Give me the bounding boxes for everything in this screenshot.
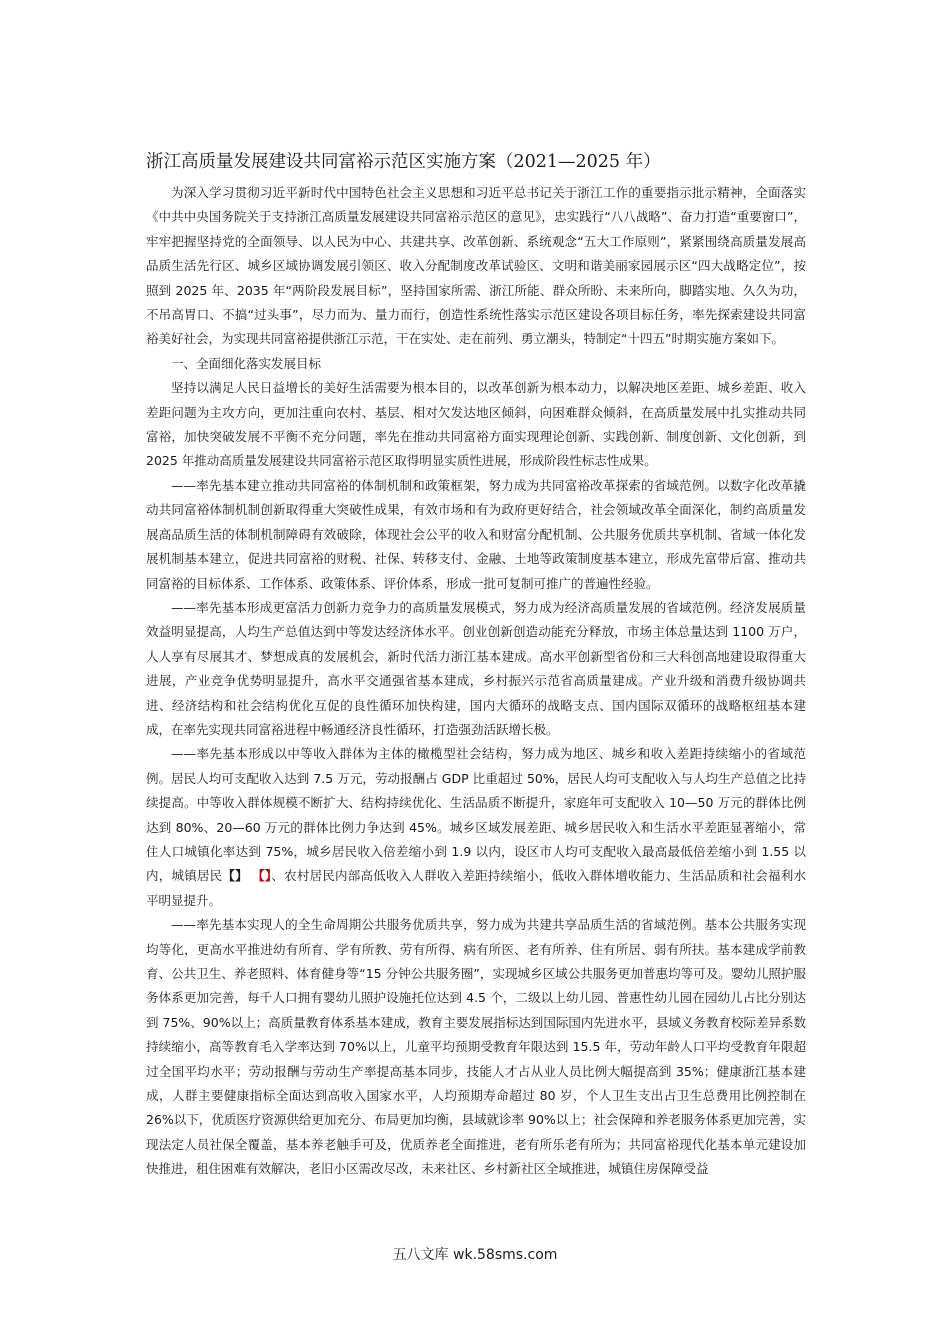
paragraph-institutions: ——率先基本建立推动共同富裕的体制机制和政策框架，努力成为共同富裕改革探索的省域范例。以数字化改革撬动共同富裕体制机制创新取得重大突破性成果，有效市场和有为政府更好结合，社会领域改革全面深化，制约高质量发展高品质生活的体制机制障碍有效破除，体现社会公平的收入和财富分配机制、公共服务优质共享机制、省域一体化发展机制基本建立，促进共同富裕的财税、社保、转移支付、金融、土地等政策制度基本建立，形成先富带后富、推动共同富裕的目标体系、工作体系、政策体系、评价体系，形成一批可复制可推广的普遍性经验。 (146, 477, 806, 591)
paragraph-goals: 坚持以满足人民日益增长的美好生活需要为根本目的，以改革创新为根本动力，以解决地区差距、城乡差距、收入差距问题为主攻方向，更加注重向农村、基层、相对欠发达地区倾斜，向困难群众倾斜，在高质量发展中扎实推动共同富裕，加快突破发展不平衡不充分问题，率先在推动共同富裕方面实现理论创新、实践创新、制度创新、文化创新，到 2025 年推动高质量发展建设共同富裕示范区取得明显实质性进展，形成阶段性标志性成果。 (146, 380, 806, 469)
document-body (146, 181, 806, 1182)
paragraph-income-part1: ——率先基本形成以中等收入群体为主体的橄榄型社会结构，努力成为地区、城乡和收入差距持续缩小的省域范例。居民人均可支配收入达到 7.5 万元，劳动报酬占 GDP 比重超过 50%，居民人均可支配收入与人均生产总值之比持续提高。中等收入群体规模不断扩大、结构持续优化、生活品质不断提升，家庭年可支配收入 10—50 万元的群体比例达到 80%、20—60 万元的群体比例力争达到 45%。城乡区域发展差距、城乡居民收入和生活水平差距显著缩小，常住人口城镇化率达到 75%，城乡居民收入倍差缩小到 1.9 以内，设区市人均可支配收入最高最低倍差缩小到 1.55 以内，城镇居民 (146, 746, 806, 884)
paragraph-development: ——率先基本形成更富活力创新力竞争力的高质量发展模式，努力成为经济高质量发展的省域范例。经济发展质量效益明显提高，人均生产总值达到中等发达经济体水平。创业创新创造动能充分释放，市场主体总量达到 1100 万户，人人享有尽展其才、梦想成真的发展机会，新时代活力浙江基本建成。高水平创新型省份和三大科创高地建设取得重大进展，产业竞争优势明显提升，高水平交通强省基本建成，乡村振兴示范省高质量建成。产业升级和消费升级协调共进、经济结构和社会结构优化互促的良性循环加快构建，国内大循环的战略支点、国内国际双循环的战略枢纽基本建成，在率先实现共同富裕进程中畅通经济良性循环，打造强劲活跃增长极。 (146, 599, 806, 737)
section-heading: 一、全面细化落实发展目标 (171, 355, 322, 371)
red-bracket-mark: 【】 (252, 868, 272, 884)
document-title: 浙江高质量发展建设共同富裕示范区实施方案（2021—2025 年） (146, 152, 661, 172)
paragraph-intro: 为深入学习贯彻习近平新时代中国特色社会主义思想和习近平总书记关于浙江工作的重要指示批示精神，全面落实《中共中央国务院关于支持浙江高质量发展建设共同富裕示范区的意见》，忠实践行“八八战略”、奋力打造“重要窗口”，牢牢把握坚持党的全面领导、以人民为中心、共建共享、改革创新、系统观念“五大工作原则”，紧紧围绕高质量发展高品质生活先行区、城乡区域协调发展引领区、收入分配制度改革试验区、文明和谐美丽家园展示区“四大战略定位”，按照到 2025 年、2035 年“两阶段发展目标”，坚持国家所需、浙江所能、群众所盼、未来所向，脚踏实地、久久为功，不吊高胃口、不搞“过头事”，尽力而为、量力而行，创造性系统性落实示范区建设各项目标任务，率先探索建设共同富裕美好社会，为实现共同富裕提供浙江示范，干在实处、走在前列、勇立潮头，特制定“十四五”时期实施方案如下。 (146, 185, 806, 347)
bracket-mark: 【】 (222, 868, 248, 884)
paragraph-income (146, 742, 806, 913)
footer-watermark: 五八文库 wk.58sms.com (392, 1247, 558, 1263)
paragraph-income-part2: 、农村居民内部高低收入人群收入差距持续缩小，低收入群体增收能力、生活品质和社会福利水平明显提升。 (146, 868, 806, 908)
paragraph-public-services: ——率先基本实现人的全生命周期公共服务优质共享，努力成为共建共享品质生活的省域范例。基本公共服务实现均等化，更高水平推进幼有所育、学有所教、劳有所得、病有所医、老有所养、住有所居、弱有所扶。基本建成学前教育、公共卫生、养老照料、体育健身等“15 分钟公共服务圈”，实现城乡区域公共服务更加普惠均等可及。婴幼儿照护服务体系更加完善，每千人口拥有婴幼儿照护设施托位达到 4.5 个，二级以上幼儿园、普惠性幼儿园在园幼儿占比分别达到 75%、90%以上；高质量教育体系基本建成，教育主要发展指标达到国际国内先进水平，县域义务教育校际差异系数持续缩小，高等教育毛入学率达到 70%以上，儿童平均预期受教育年限达到 15.5 年，劳动年龄人口平均受教育年限超过全国平均水平；劳动报酬与劳动生产率提高基本同步，技能人才占从业人员比例大幅提高到 35%；健康浙江基本建成，人群主要健康指标全面达到高收入国家水平，人均预期寿命超过 80 岁，个人卫生支出占卫生总费用比例控制在 26%以下，优质医疗资源供给更加充分、布局更加均衡，县域就诊率 90%以上；社会保障和养老服务体系更加完善，实现法定人员社保全覆盖，基本养老触手可及，优质养老全面推进，老有所乐老有所为；共同富裕现代化基本单元建设加快推进，租住困难有效解决，老旧小区需改尽改，未来社区、乡村新社区全域推进，城镇住房保障受益 (146, 917, 806, 1177)
